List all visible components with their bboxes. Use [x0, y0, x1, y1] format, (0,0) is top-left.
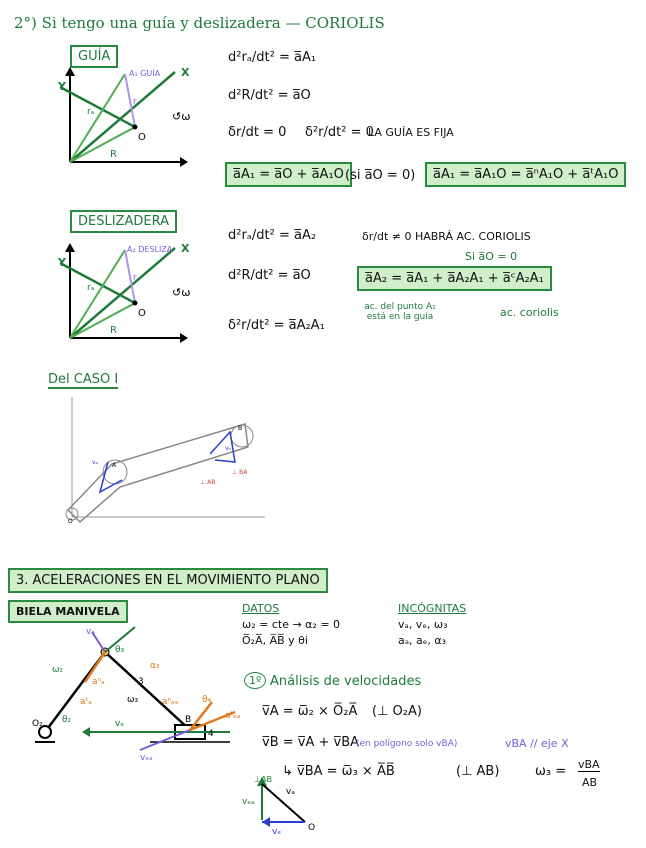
svg-text:α₃: α₃	[150, 661, 160, 671]
datos-title: DATOS	[242, 602, 280, 615]
svg-text:X: X	[181, 242, 190, 255]
deslizadera-label: DESLIZADERA	[70, 210, 177, 233]
svg-text:O: O	[308, 823, 316, 833]
link-outline	[68, 424, 248, 522]
guia-x-line	[70, 72, 175, 162]
velocity-eq2-note: (en polígono solo vBA)	[356, 739, 458, 749]
svg-text:O₂: O₂	[32, 719, 43, 729]
velocity-eq1: v̅A = ω̅₂ × O̅₂A̅	[262, 704, 358, 719]
omega3-den: AB	[582, 776, 598, 789]
svg-text:vₑ: vₑ	[225, 445, 232, 452]
svg-text:θ₄: θ₄	[202, 695, 212, 705]
velocity-eq2-dir: vBA // eje X	[505, 737, 569, 750]
svg-text:⊥AB: ⊥AB	[254, 775, 272, 784]
svg-text:Y: Y	[58, 256, 66, 269]
eq3b: δ²r/dt² = 0	[305, 125, 374, 140]
svg-text:3: 3	[138, 677, 144, 687]
svg-text:vₑ: vₑ	[115, 719, 125, 729]
caso-label: Del CASO I	[48, 372, 119, 387]
svg-text:⊥ BA: ⊥ BA	[232, 469, 248, 476]
r-label: r	[133, 97, 137, 107]
biela-label: BIELA MANIVELA	[8, 600, 128, 623]
origin-dot	[133, 125, 138, 130]
eq1: d²rₐ/dt² = a̅A₁	[228, 50, 317, 65]
datos-line2: O̅₂A̅, A̅B̅ y θi	[242, 634, 308, 647]
incognitas-title: INCÓGNITAS	[398, 602, 467, 615]
svg-text:O: O	[138, 308, 146, 319]
svg-text:⊥ AB: ⊥ AB	[200, 479, 216, 486]
coriolis-note: δr/dt ≠ 0 HABRÁ AC. CORIOLIS	[362, 230, 531, 243]
eq3a: δr/dt = 0	[228, 125, 287, 140]
step-title: Análisis de velocidades	[270, 674, 422, 689]
velocity-eq2: v̅B = v̅A + v̅BA	[262, 735, 360, 750]
svg-text:ω₂: ω₂	[52, 665, 64, 675]
svg-text:ω₃: ω₃	[127, 695, 139, 705]
svg-text:A: A	[112, 462, 117, 469]
svg-text:A₂ DESLIZA: A₂ DESLIZA	[127, 245, 173, 254]
eq4: a̅A₁ = a̅O + a̅A₁O	[225, 162, 352, 187]
mechanism-diagram	[30, 622, 245, 762]
eq7: δ²r/dt² = a̅A₂A₁	[228, 318, 325, 333]
x-label: X	[181, 66, 190, 79]
svg-text:O: O	[68, 518, 73, 525]
omega3-lhs: ω₃ =	[535, 764, 567, 779]
eq2: d²R/dt² = a̅O	[228, 88, 311, 103]
velocity-eq1-perp: (⊥ O₂A)	[372, 704, 422, 719]
incognitas-line2: aₐ, aₑ, α₃	[398, 634, 447, 647]
R-label: R	[110, 149, 117, 160]
velocity-eq3-perp: (⊥ AB)	[456, 764, 500, 779]
R-vector	[70, 127, 135, 162]
svg-text:rₐ: rₐ	[87, 283, 95, 293]
si-note: Si a̅O = 0	[465, 250, 518, 263]
svg-text:vₐ: vₐ	[92, 459, 98, 466]
annotation-right: ac. coriolis	[500, 306, 559, 319]
section2-heading: 2°) Si tengo una guía y deslizadera — CORIOLIS	[14, 14, 385, 32]
o-label: O	[138, 132, 146, 143]
svg-text:vₑₐ: vₑₐ	[242, 797, 255, 807]
guia-y-line	[60, 87, 135, 127]
svg-text:↺ω: ↺ω	[172, 286, 191, 299]
guia-label: GUÍA	[70, 45, 118, 68]
guia-diagram	[55, 62, 205, 172]
svg-text:aⁿₑₐ: aⁿₑₐ	[162, 697, 179, 707]
svg-text:vₑₐ: vₑₐ	[140, 753, 153, 762]
section3-heading: 3. ACELERACIONES EN EL MOVIMIENTO PLANO	[8, 568, 328, 593]
eq5: d²rₐ/dt² = a̅A₂	[228, 228, 317, 243]
omega3-num: vBA	[578, 758, 600, 771]
svg-text:vₐ: vₐ	[286, 787, 295, 797]
a1-label: A₁ GUÍA	[129, 69, 161, 78]
eq3c: LA GUÍA ES FIJA	[368, 126, 454, 139]
svg-text:4: 4	[208, 729, 214, 739]
ra-label: rₐ	[87, 107, 95, 117]
svg-text:aᵗₑₐ: aᵗₑₐ	[225, 711, 241, 721]
svg-text:θ₂: θ₂	[62, 715, 72, 725]
datos-line1: ω₂ = cte → α₂ = 0	[242, 618, 341, 631]
annotation-left: ac. del punto A₁ está en la guía	[364, 302, 436, 322]
svg-text:aᵗₐ: aᵗₐ	[80, 697, 92, 707]
svg-text:R: R	[110, 325, 117, 336]
svg-text:r: r	[133, 273, 137, 283]
svg-text:B: B	[238, 425, 243, 432]
svg-text:θ₃: θ₃	[115, 645, 125, 655]
svg-text:aⁿₐ: aⁿₐ	[92, 677, 105, 687]
eq4-note: (si a̅O = 0)	[345, 168, 416, 183]
deslizadera-diagram	[55, 238, 205, 348]
svg-text:B: B	[185, 715, 192, 725]
caso-sketch	[60, 392, 270, 527]
velocity-eq3: ↳ v̅BA = ω̅₃ × A̅B̅	[282, 764, 395, 779]
y-label: Y	[58, 80, 66, 93]
omega-label: ↺ω	[172, 110, 191, 123]
eq4-box: a̅A₁ = a̅A₁O = a̅ⁿA₁O + a̅ᵗA₁O	[425, 162, 626, 187]
eq6: d²R/dt² = a̅O	[228, 268, 311, 283]
coriolis-box: a̅A₂ = a̅A₁ + a̅A₂A₁ + a̅ᶜA₂A₁	[357, 266, 552, 291]
svg-text:vₑ: vₑ	[272, 827, 282, 837]
velocity-polygon	[240, 772, 330, 838]
incognitas-line1: vₐ, vₑ, ω₃	[398, 618, 448, 631]
step-number: 1º	[244, 672, 266, 689]
svg-text:vₐ: vₐ	[86, 627, 95, 637]
